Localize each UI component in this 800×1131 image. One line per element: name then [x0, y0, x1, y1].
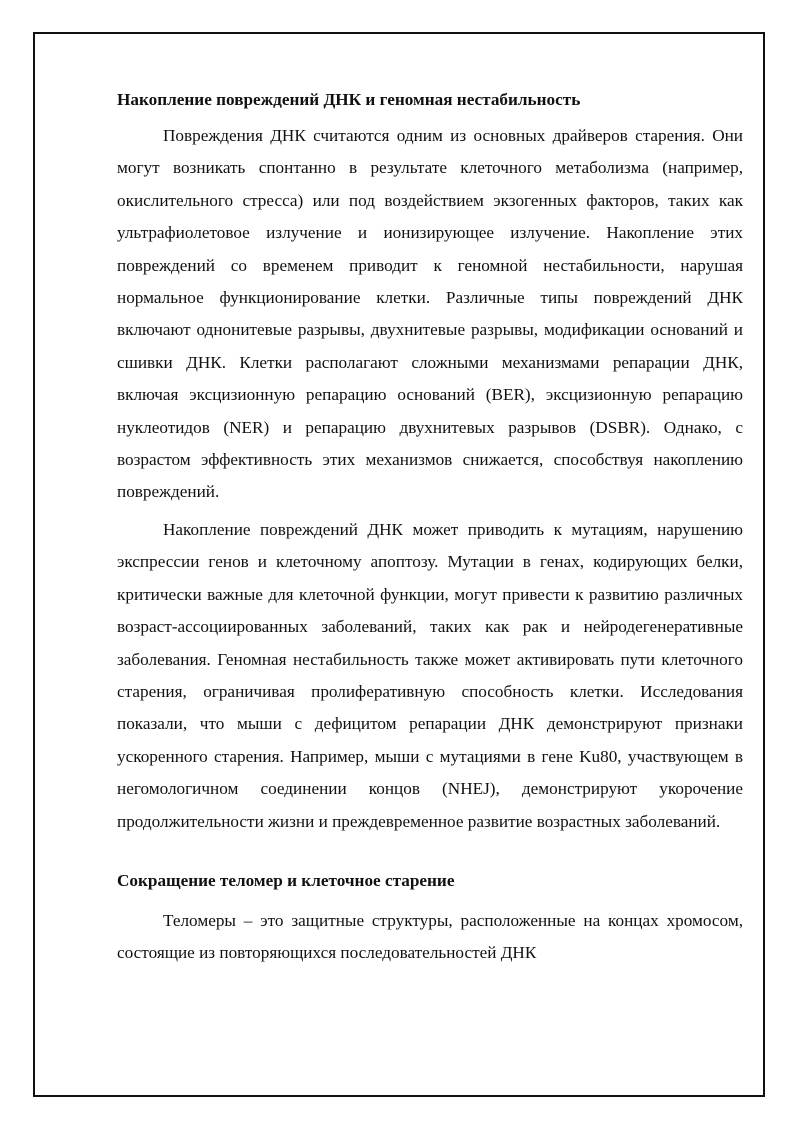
paragraph: Накопление повреждений ДНК может приводить к мутациям, нарушению экспрессии генов и клеточному апоптозу. Мутации в генах, кодирующих белки, критически важные для клеточной функции, могут привести к развитию различных возраст-ассоциированных заболеваний, таких как рак и нейродегенеративные заболевания. Геномная нестабильность также может активировать пути клеточного старения, ограничивая пролиферативную способность клетки. Исследования показали, что мыши с дефицитом репарации ДНК демонстрируют признаки ускоренного старения. Например, мыши с мутациями в гене Ku80, участвующем в негомологичном соединении концов (NHEJ), демонстрируют укорочение продолжительности жизни и преждевременное развитие возрастных заболеваний. [117, 519, 743, 831]
section-heading-dna-damage: Накопление повреждений ДНК и геномная нестабильность [117, 90, 581, 109]
paragraph: Повреждения ДНК считаются одним из основных драйверов старения. Они могут возникать спонтанно в результате клеточного метаболизма (например, окислительного стресса) или под воздействием экзогенных факторов, таких как ультрафиолетовое излучение и ионизирующее излучение. Накопление этих повреждений со временем приводит к геномной нестабильности, нарушая нормальное функционирование клетки. Различные типы повреждений ДНК включают однонитевые разрывы, двухнитевые разрывы, модификации оснований и сшивки ДНК. Клетки располагают сложными механизмами репарации ДНК, включая эксцизионную репарацию оснований (BER), эксцизионную репарацию нуклеотидов (NER) и репарацию двухнитевых разрывов (DSBR). Однако, с возрастом эффективность этих механизмов снижается, способствуя накоплению повреждений. [117, 126, 743, 502]
paragraph: Теломеры – это защитные структуры, расположенные на концах хромосом, состоящие из повторяющихся последовательностей ДНК [117, 910, 743, 963]
section-heading-telomeres: Сокращение теломер и клеточное старение [117, 870, 455, 890]
document-body [117, 84, 743, 970]
